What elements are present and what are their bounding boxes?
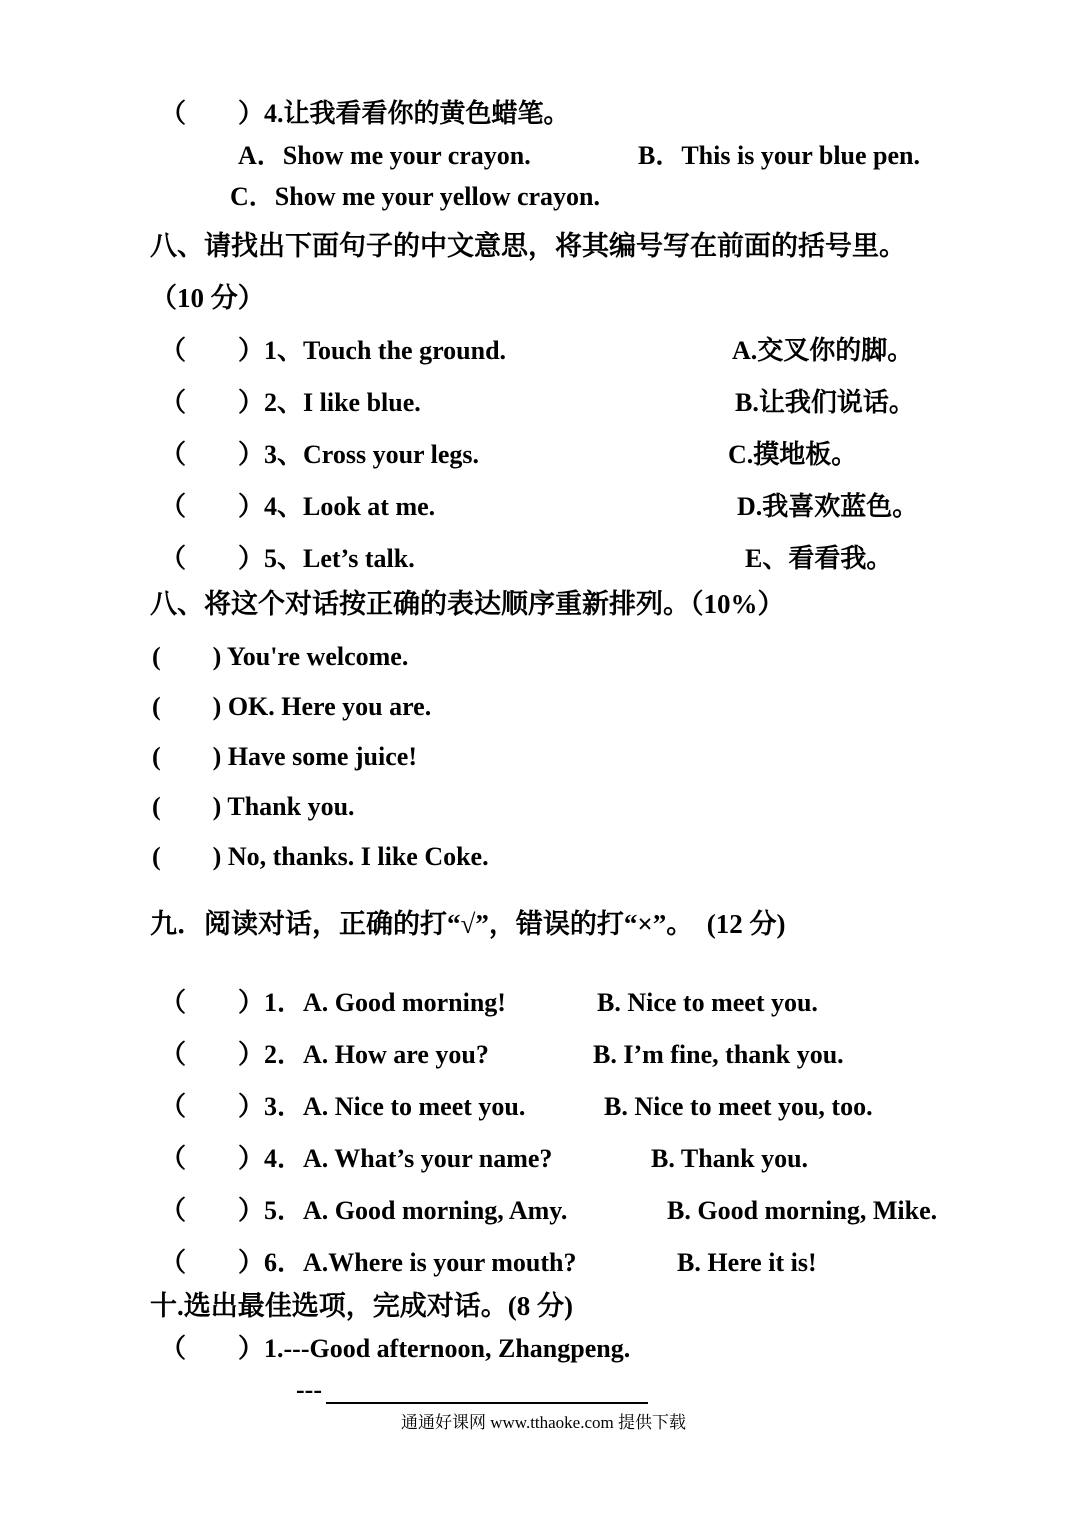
- section-8a-title: 八、请找出下面句子的中文意思，将其编号写在前面的括号里。: [150, 231, 906, 261]
- match-answer: D.我喜欢蓝色。: [737, 492, 919, 521]
- judge-reply: B. Nice to meet you.: [597, 988, 818, 1017]
- judge-question: （ ）2．A. How are you?: [160, 1040, 489, 1069]
- section-10-title: 十.选出最佳选项，完成对话。(8 分): [150, 1291, 573, 1321]
- dialogue-line: ( ) You're welcome.: [152, 642, 409, 671]
- judge-question: （ ）5．A. Good morning, Amy.: [160, 1196, 568, 1225]
- section-9-title: 九．阅读对话，正确的打“√”，错误的打“×”。 (12 分): [150, 909, 786, 939]
- dialogue-line: ( ) Thank you.: [152, 792, 355, 821]
- answer-blank: [326, 1402, 648, 1404]
- option-a: A．Show me your crayon.: [238, 141, 531, 170]
- match-answer: B.让我们说话。: [735, 388, 915, 417]
- judge-question: （ ）4．A. What’s your name?: [160, 1144, 553, 1173]
- judge-question: （ ）1．A. Good morning!: [160, 988, 506, 1017]
- match-answer: E、看看我。: [745, 544, 893, 573]
- choice-question: （ ）1.---Good afternoon, Zhangpeng.: [160, 1334, 631, 1363]
- judge-reply: B. I’m fine, thank you.: [593, 1040, 844, 1069]
- dialogue-line: ( ) Have some juice!: [152, 742, 417, 771]
- match-question: （ ）4、Look at me.: [160, 492, 436, 521]
- judge-reply: B. Good morning, Mike.: [667, 1196, 938, 1225]
- match-question: （ ）3、Cross your legs.: [160, 440, 479, 469]
- judge-reply: B. Thank you.: [651, 1144, 809, 1173]
- judge-reply: B. Nice to meet you, too.: [604, 1092, 873, 1121]
- section-8a-score: （10 分）: [150, 283, 265, 313]
- footer-credit: 通通好课网 www.tthaoke.com 提供下载: [400, 1413, 687, 1432]
- judge-question: （ ）3．A. Nice to meet you.: [160, 1092, 526, 1121]
- match-question: （ ）1、Touch the ground.: [160, 336, 507, 365]
- judge-question: （ ）6．A.Where is your mouth?: [160, 1248, 577, 1277]
- match-question: （ ）5、Let’s talk.: [160, 544, 415, 573]
- dialogue-line: ( ) OK. Here you are.: [152, 692, 432, 721]
- reply-prefix: ---: [296, 1375, 322, 1404]
- match-answer: C.摸地板。: [728, 440, 858, 469]
- question-7-4: （ ）4.让我看看你的黄色蜡笔。: [160, 99, 570, 128]
- match-answer: A.交叉你的脚。: [732, 336, 914, 365]
- judge-reply: B. Here it is!: [677, 1248, 817, 1277]
- option-c: C．Show me your yellow crayon.: [230, 182, 601, 211]
- match-question: （ ）2、I like blue.: [160, 388, 421, 417]
- section-8b-title: 八、将这个对话按正确的表达顺序重新排列。（10%）: [150, 589, 785, 619]
- option-b: B．This is your blue pen.: [638, 141, 921, 170]
- dialogue-line: ( ) No, thanks. I like Coke.: [152, 842, 489, 871]
